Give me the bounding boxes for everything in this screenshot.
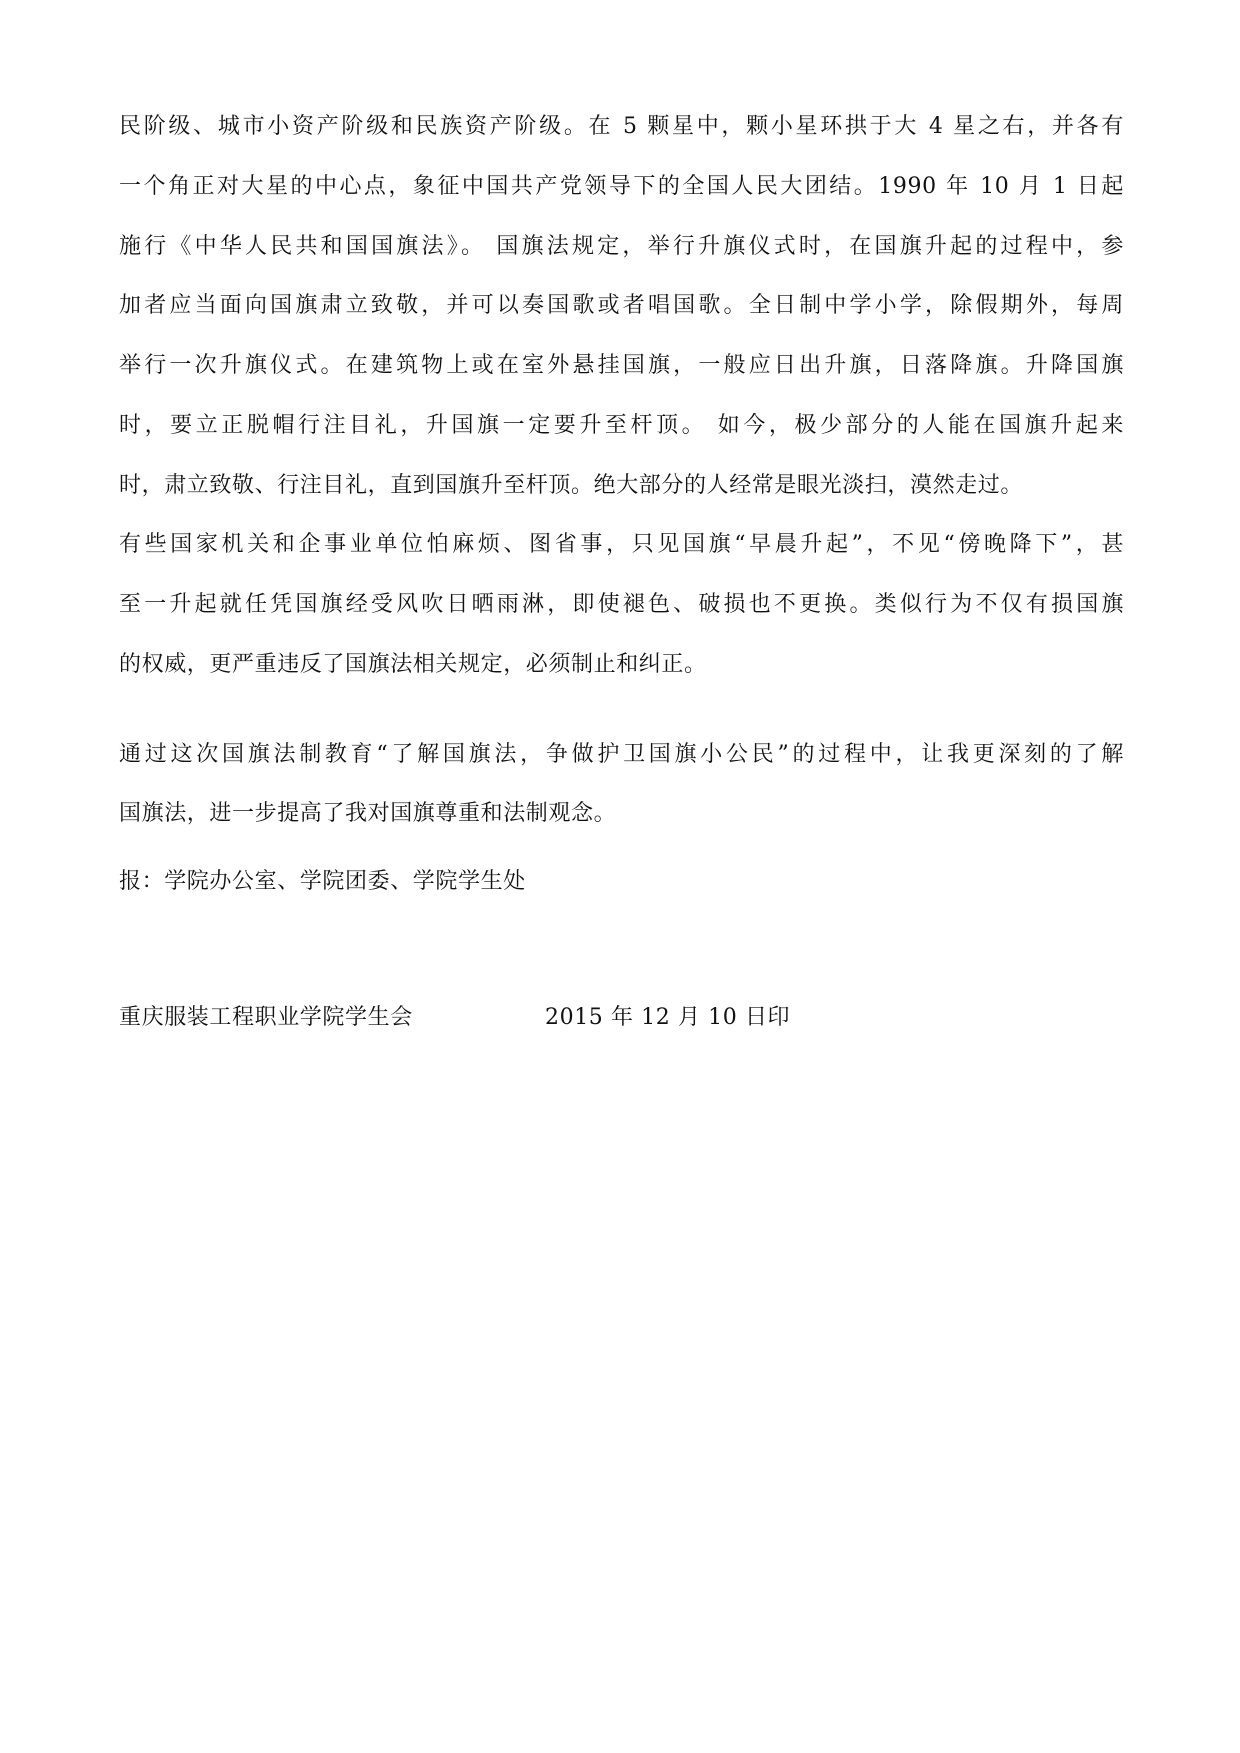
conclusion-paragraph-line: 国旗法，进一步提高了我对国旗尊重和法制观念。	[119, 801, 617, 826]
conclusion-paragraph-line: 通过这次国旗法制教育“了解国旗法，争做护卫国旗小公民”的过程中，让我更深刻的了解	[119, 742, 1124, 767]
report-to-line: 报：学院办公室、学院团委、学院学生处	[119, 869, 526, 894]
body-paragraph-line: 民阶级、城市小资产阶级和民族资产阶级。在 5 颗星中，颗小星环拱于大 4 星之右，并各有	[119, 114, 1124, 139]
body-paragraph-line: 加者应当面向国旗肃立致敬，并可以奏国歌或者唱国歌。全日制中学小学，除假期外，每周	[119, 293, 1124, 318]
signature-date: 2015 年 12 月 10 日印	[545, 1005, 791, 1030]
body-paragraph-line: 至一升起就任凭国旗经受风吹日晒雨淋，即使褪色、破损也不更换。类似行为不仅有损国旗	[119, 592, 1124, 617]
body-paragraph-line: 施行《中华人民共和国国旗法》。 国旗法规定，举行升旗仪式时，在国旗升起的过程中，参	[119, 234, 1124, 259]
body-paragraph-line: 举行一次升旗仪式。在建筑物上或在室外悬挂国旗，一般应日出升旗，日落降旗。升降国旗	[119, 353, 1124, 378]
body-paragraph-line: 有些国家机关和企事业单位怕麻烦、图省事，只见国旗“早晨升起”，不见“傍晚降下”，甚	[119, 532, 1124, 557]
body-paragraph-line: 时，肃立致敬、行注目礼，直到国旗升至杆顶。绝大部分的人经常是眼光淡扫，漠然走过。	[119, 473, 1024, 498]
body-paragraph-line: 时，要立正脱帽行注目礼，升国旗一定要升至杆顶。 如今，极少部分的人能在国旗升起来	[119, 413, 1124, 438]
body-paragraph-line: 一个角正对大星的中心点，象征中国共产党领导下的全国人民大团结。1990 年 10 月 1 日起	[119, 174, 1124, 199]
signature-organization: 重庆服装工程职业学院学生会	[119, 1005, 413, 1030]
body-paragraph-line: 的权威，更严重违反了国旗法相关规定，必须制止和纠正。	[119, 652, 707, 677]
